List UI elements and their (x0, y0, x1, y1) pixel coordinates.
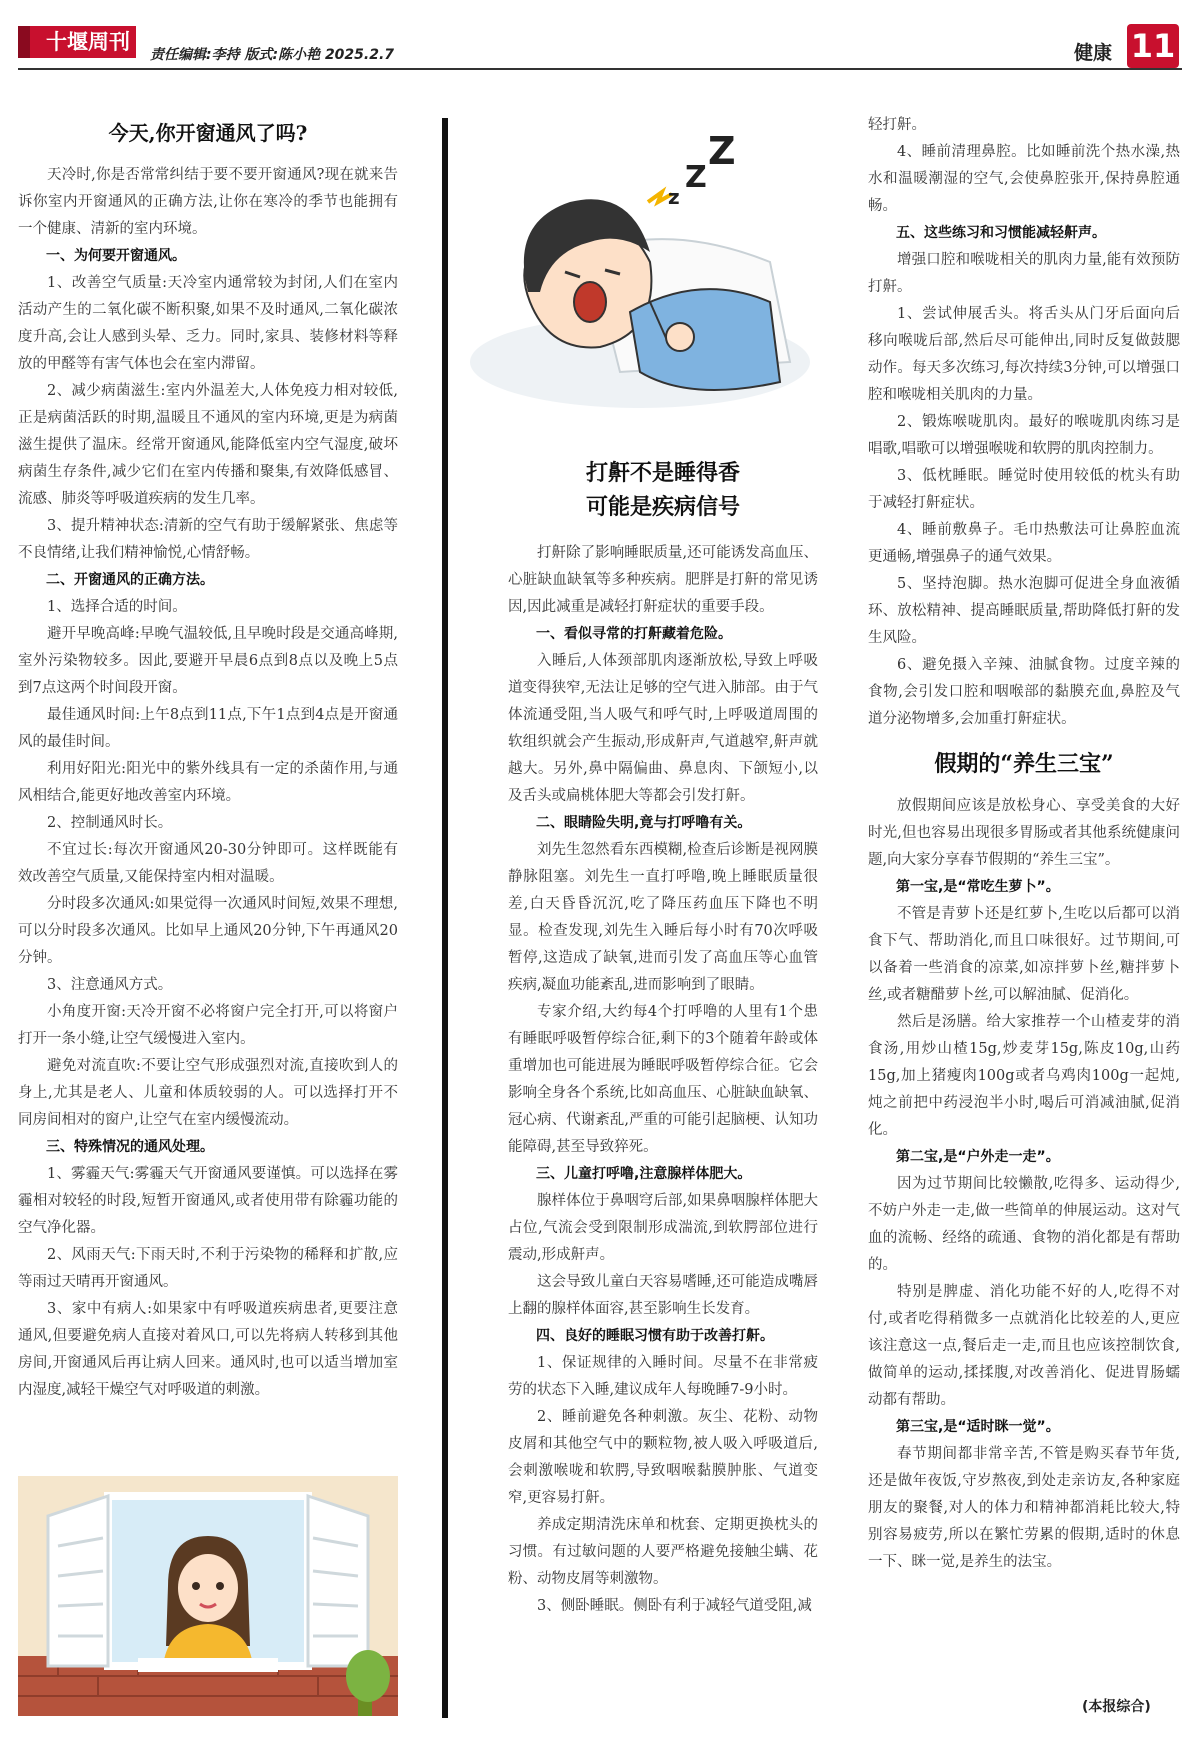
article-health-body (868, 793, 1180, 1576)
paragraph: 刘先生忽然看东西模糊,检查后诊断是视网膜静脉阻塞。刘先生一直打呼噜,晚上睡眠质量很差,白天昏昏沉沉,吃了降压药血压下降也不明显。检查发现,刘先生入睡后每小时有70次呼吸暂停,这造成了缺氧,进而引发了高血压等心血管疾病,凝血功能紊乱,进而影响到了眼睛。 (508, 842, 818, 993)
paragraph: 1、保证规律的入睡时间。尽量不在非常疲劳的状态下入睡,建议成年人每晚睡7-9小时。 (508, 1355, 818, 1398)
article-ventilation (18, 118, 398, 1404)
paragraph: 避开早晚高峰:早晚气温较低,且早晚时段是交通高峰期,室外污染物较多。因此,要避开早晨6点到8点以及晚上5点到7点这两个时间段开窗。 (18, 626, 398, 696)
paragraph: 2、睡前避免各种刺激。灰尘、花粉、动物皮屑和其他空气中的颗粒物,被人吸入呼吸道后,会刺激喉咙和软腭,导致咽喉黏膜肿胀、气道变窄,更容易打鼾。 (508, 1409, 818, 1506)
section-heading: 二、开窗通风的正确方法。 (46, 572, 214, 588)
paragraph: 2、锻炼喉咙肌肉。最好的喉咙肌肉练习是唱歌,唱歌可以增强喉咙和软腭的肌肉控制力。 (868, 414, 1180, 457)
paragraph: 1、尝试伸展舌头。将舌头从门牙后面向后移向喉咙后部,然后尽可能伸出,同时反复做鼓腮动作。每天多次练习,每次持续3分钟,可以增强口腔和喉咙相关肌肉的力量。 (868, 306, 1180, 403)
section-heading: 三、特殊情况的通风处理。 (46, 1139, 214, 1155)
paragraph: 2、控制通风时长。 (47, 815, 173, 831)
page-number: 11 (1127, 24, 1179, 68)
svg-text:Z: Z (708, 132, 736, 173)
snoring-man-illustration (470, 132, 850, 422)
section-heading: 第三宝,是“适时眯一觉”。 (896, 1419, 1060, 1435)
svg-text:z: z (668, 185, 680, 209)
paragraph: 分时段多次通风:如果觉得一次通风时间短,效果不理想,可以分时段多次通风。比如早上通风20分钟,下午再通风20分钟。 (18, 896, 398, 966)
paragraph: 6、避免摄入辛辣、油腻食物。过度辛辣的食物,会引发口腔和咽喉部的黏膜充血,鼻腔及气道分泌物增多,会加重打鼾症状。 (868, 657, 1180, 727)
paragraph: 养成定期清洗床单和枕套、定期更换枕头的习惯。有过敏问题的人要严格避免接触尘螨、花粉、动物皮屑等刺激物。 (508, 1517, 818, 1587)
masthead (0, 0, 1200, 80)
paragraph: 然后是汤膳。给大家推荐一个山楂麦芽的消食汤,用炒山楂15g,炒麦芽15g,陈皮10g,山药15g,加上猪瘦肉100g或者乌鸡肉100g一起炖,炖之前把中药浸泡半小时,喝后可消减油腻,促消化。 (868, 1014, 1180, 1138)
section-heading: 四、良好的睡眠习惯有助于改善打鼾。 (536, 1328, 774, 1344)
paragraph: 4、睡前敷鼻子。毛巾热敷法可让鼻腔血流更通畅,增强鼻子的通气效果。 (868, 522, 1180, 565)
paper-logo: 十堰周刊 (18, 26, 136, 58)
paragraph: 这会导致儿童白天容易嗜睡,还可能造成嘴唇上翻的腺样体面容,甚至影响生长发育。 (508, 1274, 818, 1317)
paragraph: 增强口腔和喉咙相关的肌肉力量,能有效预防打鼾。 (868, 252, 1180, 295)
snoring-man-icon (470, 132, 850, 422)
paragraph: 不宜过长:每次开窗通风20-30分钟即可。这样既能有效改善空气质量,又能保持室内相对温暖。 (18, 842, 398, 885)
section-heading: 一、为何要开窗通风。 (46, 248, 186, 264)
paragraph: 5、坚持泡脚。热水泡脚可促进全身血液循环、放松精神、提高睡眠质量,帮助降低打鼾的发生风险。 (868, 576, 1180, 646)
paragraph: 因为过节期间比较懒散,吃得多、运动得少,不妨户外走一走,做一些简单的伸展运动。这对气血的流畅、经络的疏通、食物的消化都是有帮助的。 (868, 1176, 1180, 1273)
paragraph: 小角度开窗:天冷开窗不必将窗户完全打开,可以将窗户打开一条小缝,让空气缓慢进入室内。 (18, 1004, 398, 1047)
paragraph: 1、选择合适的时间。 (47, 599, 187, 615)
section-heading: 三、儿童打呼噜,注意腺样体肥大。 (536, 1166, 752, 1182)
paragraph: 春节期间都非常辛苦,不管是购买春节年货,还是做年夜饭,守岁熬夜,到处走亲访友,各种家庭朋友的聚餐,对人的体力和精神都消耗比较大,特别容易疲劳,所以在繁忙劳累的假期,适时的休息一下、眯一觉,是养生的法宝。 (868, 1446, 1180, 1570)
paragraph: 放假期间应该是放松身心、享受美食的大好时光,但也容易出现很多胃肠或者其他系统健康问题,向大家分享春节假期的“养生三宝”。 (868, 798, 1180, 868)
section-name: 健康 (1074, 42, 1113, 64)
article-snoring (508, 540, 818, 1620)
paragraph: 3、注意通风方式。 (47, 977, 173, 993)
section-heading: 一、看似寻常的打鼾藏着危险。 (536, 626, 732, 642)
title-line-1: 打鼾不是睡得香 (585, 460, 740, 486)
section-heading: 第二宝,是“户外走一走”。 (896, 1149, 1060, 1165)
section-heading: 二、眼睛险失明,竟与打呼噜有关。 (536, 815, 752, 831)
section-heading: 第一宝,是“常吃生萝卜”。 (896, 879, 1060, 895)
paragraph: 3、侧卧睡眠。侧卧有利于减轻气道受阻,减 (537, 1598, 812, 1614)
paragraph: 4、睡前清理鼻腔。比如睡前洗个热水澡,热水和温暖潮湿的空气,会使鼻腔张开,保持鼻腔通畅。 (868, 144, 1180, 214)
paragraph: 不管是青萝卜还是红萝卜,生吃以后都可以消食下气、帮助消化,而且口味很好。过节期间,可以备着一些消食的凉菜,如凉拌萝卜丝,糖拌萝卜丝,或者糖醋萝卜丝,可以解油腻、促消化。 (868, 906, 1180, 1003)
header-bar (18, 20, 1182, 72)
paragraph: 2、减少病菌滋生:室内外温差大,人体免疫力相对较低,正是病菌活跃的时期,温暖且不通风的室内环境,更是为病菌滋生提供了温床。经常开窗通风,能降低室内空气湿度,破坏病菌生存条件,减少它们在室内传播和聚集,有效降低感冒、流感、肺炎等呼吸道疾病的发生几率。 (18, 383, 398, 507)
article-snoring-continued (868, 112, 1180, 733)
title-line-2: 可能是疾病信号 (585, 494, 740, 520)
article-body (508, 540, 818, 1620)
paragraph: 轻打鼾。 (868, 117, 926, 133)
svg-text:Z: Z (685, 160, 707, 195)
paragraph: 1、改善空气质量:天冷室内通常较为封闭,人们在室内活动产生的二氧化碳不断积聚,如果不及时通风,二氧化碳浓度升高,会让人感到头晕、乏力。同时,家具、装修材料等释放的甲醛等有害气体也会在室内滞留。 (18, 275, 398, 372)
paragraph: 3、低枕睡眠。睡觉时使用较低的枕头有助于减轻打鼾症状。 (868, 468, 1180, 511)
article-health-title: 假期的“养生三宝” (934, 751, 1114, 777)
paragraph: 天冷时,你是否常常纠结于要不要开窗通风?现在就来告诉你室内开窗通风的正确方法,让你在寒冷的季节也能拥有一个健康、清新的室内环境。 (18, 167, 398, 237)
window-girl-illustration (18, 1476, 398, 1716)
paragraph: 利用好阳光:阳光中的紫外线具有一定的杀菌作用,与通风相结合,能更好地改善室内环境。 (18, 761, 398, 804)
editors-line: 责任编辑:李持 版式:陈小艳 2025.2.7 (150, 47, 395, 63)
section-heading: 五、这些练习和习惯能减轻鼾声。 (896, 225, 1106, 241)
paragraph: 最佳通风时间:上午8点到11点,下午1点到4点是开窗通风的最佳时间。 (18, 707, 398, 750)
paragraph: 特别是脾虚、消化功能不好的人,吃得不对付,或者吃得稍微多一点就消化比较差的人,更应该注意这一点,餐后走一走,而且也应该控制饮食,做简单的运动,揉揉腹,对改善消化、促进胃肠蠕动都有帮助。 (868, 1284, 1180, 1408)
paragraph: 专家介绍,大约每4个打呼噜的人里有1个患有睡眠呼吸暂停综合征,剩下的3个随着年龄或体重增加也可能进展为睡眠呼吸暂停综合征。它会影响全身各个系统,比如高血压、心脏缺血缺氧、冠心病、代谢紊乱,严重的可能引起脑梗、认知功能障碍,甚至导致猝死。 (508, 1004, 818, 1155)
paragraph: 3、提升精神状态:清新的空气有助于缓解紧张、焦虑等不良情绪,让我们精神愉悦,心情舒畅。 (18, 518, 398, 561)
paragraph: 打鼾除了影响睡眠质量,还可能诱发高血压、心脏缺血缺氧等多种疾病。肥胖是打鼾的常见诱因,因此减重是减轻打鼾症状的重要手段。 (508, 545, 818, 615)
paragraph: 入睡后,人体颈部肌肉逐渐放松,导致上呼吸道变得狭窄,无法让足够的空气进入肺部。由于气体流通受阻,当人吸气和呼气时,上呼吸道周围的软组织就会产生振动,形成鼾声,气道越窄,鼾声就越大。另外,鼻中隔偏曲、鼻息肉、下颌短小,以及舌头或扁桃体肥大等都会引发打鼾。 (508, 653, 818, 804)
paragraph: 避免对流直吹:不要让空气形成强烈对流,直接吹到人的身上,尤其是老人、儿童和体质较弱的人。可以选择打开不同房间相对的窗户,让空气在室内缓慢流动。 (18, 1058, 398, 1128)
logo-mark-icon (18, 26, 30, 58)
paragraph: 腺样体位于鼻咽穹后部,如果鼻咽腺样体肥大占位,气流会受到限制形成湍流,到软腭部位进行震动,形成鼾声。 (508, 1193, 818, 1263)
article-body (18, 162, 398, 1404)
window-girl-icon (18, 1476, 398, 1716)
paragraph: 2、风雨天气:下雨天时,不利于污染物的稀释和扩散,应等雨过天晴再开窗通风。 (18, 1247, 398, 1290)
right-column (868, 112, 1180, 1576)
article-title: 今天,你开窗通风了吗? (108, 121, 308, 145)
header-rule (18, 68, 1182, 70)
source-note: (本报综合) (1082, 1699, 1151, 1715)
article-snoring-title (508, 456, 818, 524)
paragraph: 1、雾霾天气:雾霾天气开窗通风要谨慎。可以选择在雾霾相对较轻的时段,短暂开窗通风,或者使用带有除霾功能的空气净化器。 (18, 1166, 398, 1236)
paragraph: 3、家中有病人:如果家中有呼吸道疾病患者,更要注意通风,但要避免病人直接对着风口,可以先将病人转移到其他房间,开窗通风后再让病人回来。通风时,也可以适当增加室内湿度,减轻干燥空气对呼吸道的刺激。 (18, 1301, 398, 1398)
column-divider (442, 118, 448, 1718)
